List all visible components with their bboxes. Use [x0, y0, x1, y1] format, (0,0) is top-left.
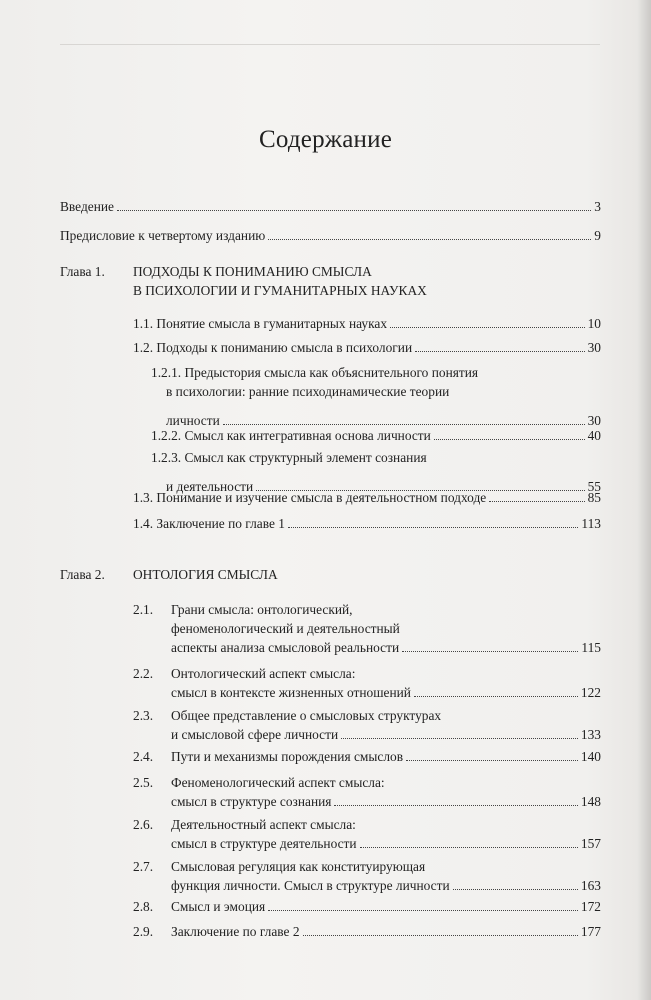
entry-page: 140 — [580, 749, 601, 764]
leader-dots — [390, 327, 585, 328]
entry-page: 113 — [581, 516, 601, 531]
page-title: Содержание — [259, 126, 392, 153]
chapter-1-heading — [60, 262, 105, 281]
entry-title-line: в психологии: ранние психодинамические теории — [166, 384, 450, 399]
leader-dots — [489, 501, 584, 502]
entry-page: 122 — [580, 685, 601, 700]
entry-title: 1.2.2. Смысл как интегративная основа личности — [151, 428, 431, 443]
chapter-label: Глава 1. — [60, 264, 105, 279]
entry-title-line: и смысловой сфере личности — [171, 727, 339, 742]
toc-entry-1-2[interactable] — [133, 338, 601, 357]
chapter-title-line: ПОДХОДЫ К ПОНИМАНИЮ СМЫСЛА — [133, 264, 372, 279]
toc-entry-1-2-2[interactable] — [151, 426, 601, 445]
entry-title-line: и деятельности — [166, 479, 254, 494]
chapter-2-heading — [60, 565, 105, 584]
entry-title-line: смысл в контексте жизненных отношений — [171, 685, 411, 700]
entry-title: Смысл и эмоция — [171, 899, 266, 914]
chapter-1-title — [133, 262, 427, 300]
toc-entry-2-9[interactable] — [133, 922, 601, 941]
toc-entry-2-2[interactable] — [133, 664, 601, 702]
entry-page: 9 — [594, 228, 601, 243]
toc-entry-intro[interactable] — [60, 197, 601, 216]
entry-number: 2.5. — [133, 775, 154, 790]
toc-entry-2-8[interactable] — [133, 897, 601, 916]
entry-title-line: Смысловая регуляция как конституирующая — [171, 859, 426, 874]
leader-dots — [268, 239, 591, 240]
entry-page: 172 — [580, 899, 601, 914]
entry-title-line: личности — [166, 413, 220, 428]
entry-page: 115 — [581, 640, 601, 655]
entry-page: 133 — [580, 727, 601, 742]
toc-entry-1-4[interactable] — [133, 514, 601, 533]
entry-title-line: 1.2.3. Смысл как структурный элемент сознания — [151, 450, 427, 465]
leader-dots — [402, 651, 578, 652]
toc-entry-2-1[interactable] — [133, 600, 601, 657]
entry-page: 148 — [580, 794, 601, 809]
entry-title-line: смысл в структуре деятельности — [171, 836, 357, 851]
toc-entry-2-6[interactable] — [133, 815, 601, 853]
entry-page: 85 — [587, 490, 601, 505]
leader-dots — [453, 889, 578, 890]
entry-page: 55 — [587, 479, 601, 494]
entry-page: 30 — [587, 340, 601, 355]
entry-page: 3 — [594, 199, 601, 214]
entry-title: Заключение по главе 2 — [171, 924, 300, 939]
entry-number: 2.2. — [133, 666, 154, 681]
leader-dots — [117, 210, 591, 211]
entry-number: 2.9. — [133, 924, 154, 939]
entry-title-line: Общее представление о смысловых структурах — [171, 708, 442, 723]
entry-title: Введение — [60, 199, 114, 214]
toc-entry-preface[interactable] — [60, 226, 601, 245]
entry-title: 1.2. Подходы к пониманию смысла в психологии — [133, 340, 413, 355]
entry-page: 40 — [587, 428, 601, 443]
entry-number: 2.6. — [133, 817, 154, 832]
entry-title-line: 1.2.1. Предыстория смысла как объяснительного понятия — [151, 365, 479, 380]
leader-dots — [268, 910, 578, 911]
toc-entry-2-5[interactable] — [133, 773, 601, 811]
entry-number: 2.3. — [133, 708, 154, 723]
chapter-title-line: В ПСИХОЛОГИИ И ГУМАНИТАРНЫХ НАУКАХ — [133, 283, 427, 298]
entry-title: 1.1. Понятие смысла в гуманитарных науках — [133, 316, 388, 331]
header-rule — [60, 44, 600, 45]
entry-page: 157 — [580, 836, 601, 851]
toc-entry-1-2-1[interactable] — [151, 363, 601, 430]
entry-title-line: феноменологический и деятельностный — [171, 621, 400, 636]
entry-number: 2.1. — [133, 602, 154, 617]
chapter-2-title — [133, 565, 278, 584]
entry-title-line: Онтологический аспект смысла: — [171, 666, 356, 681]
toc-entry-2-3[interactable] — [133, 706, 601, 744]
entry-title-line: аспекты анализа смысловой реальности — [171, 640, 400, 655]
entry-page: 177 — [580, 924, 601, 939]
leader-dots — [415, 351, 584, 352]
leader-dots — [434, 439, 585, 440]
entry-title-line: функция личности. Смысл в структуре личности — [171, 878, 450, 893]
entry-title: 1.3. Понимание и изучение смысла в деятельностном подходе — [133, 490, 487, 505]
entry-title: 1.4. Заключение по главе 1 — [133, 516, 285, 531]
toc-entry-1-1[interactable] — [133, 314, 601, 333]
leader-dots — [406, 760, 578, 761]
entry-number: 2.8. — [133, 899, 154, 914]
toc-entry-1-3[interactable] — [133, 488, 601, 507]
entry-title-line: Деятельностный аспект смысла: — [171, 817, 356, 832]
leader-dots — [360, 847, 578, 848]
leader-dots — [414, 696, 578, 697]
entry-page: 10 — [587, 316, 601, 331]
entry-title-line: Феноменологический аспект смысла: — [171, 775, 385, 790]
leader-dots — [223, 424, 585, 425]
leader-dots — [341, 738, 578, 739]
chapter-label: Глава 2. — [60, 567, 105, 582]
leader-dots — [303, 935, 578, 936]
chapter-title-line: ОНТОЛОГИЯ СМЫСЛА — [133, 567, 278, 582]
toc-entry-2-7[interactable] — [133, 857, 601, 895]
entry-page: 163 — [580, 878, 601, 893]
toc-entry-2-4[interactable] — [133, 747, 601, 766]
entry-number: 2.4. — [133, 749, 154, 764]
entry-title-line: Грани смысла: онтологический, — [171, 602, 353, 617]
entry-title-line: смысл в структуре сознания — [171, 794, 332, 809]
leader-dots — [334, 805, 577, 806]
entry-number: 2.7. — [133, 859, 154, 874]
entry-page: 30 — [587, 413, 601, 428]
leader-dots — [288, 527, 578, 528]
entry-title: Пути и механизмы порождения смыслов — [171, 749, 404, 764]
entry-title: Предисловие к четвертому изданию — [60, 228, 266, 243]
